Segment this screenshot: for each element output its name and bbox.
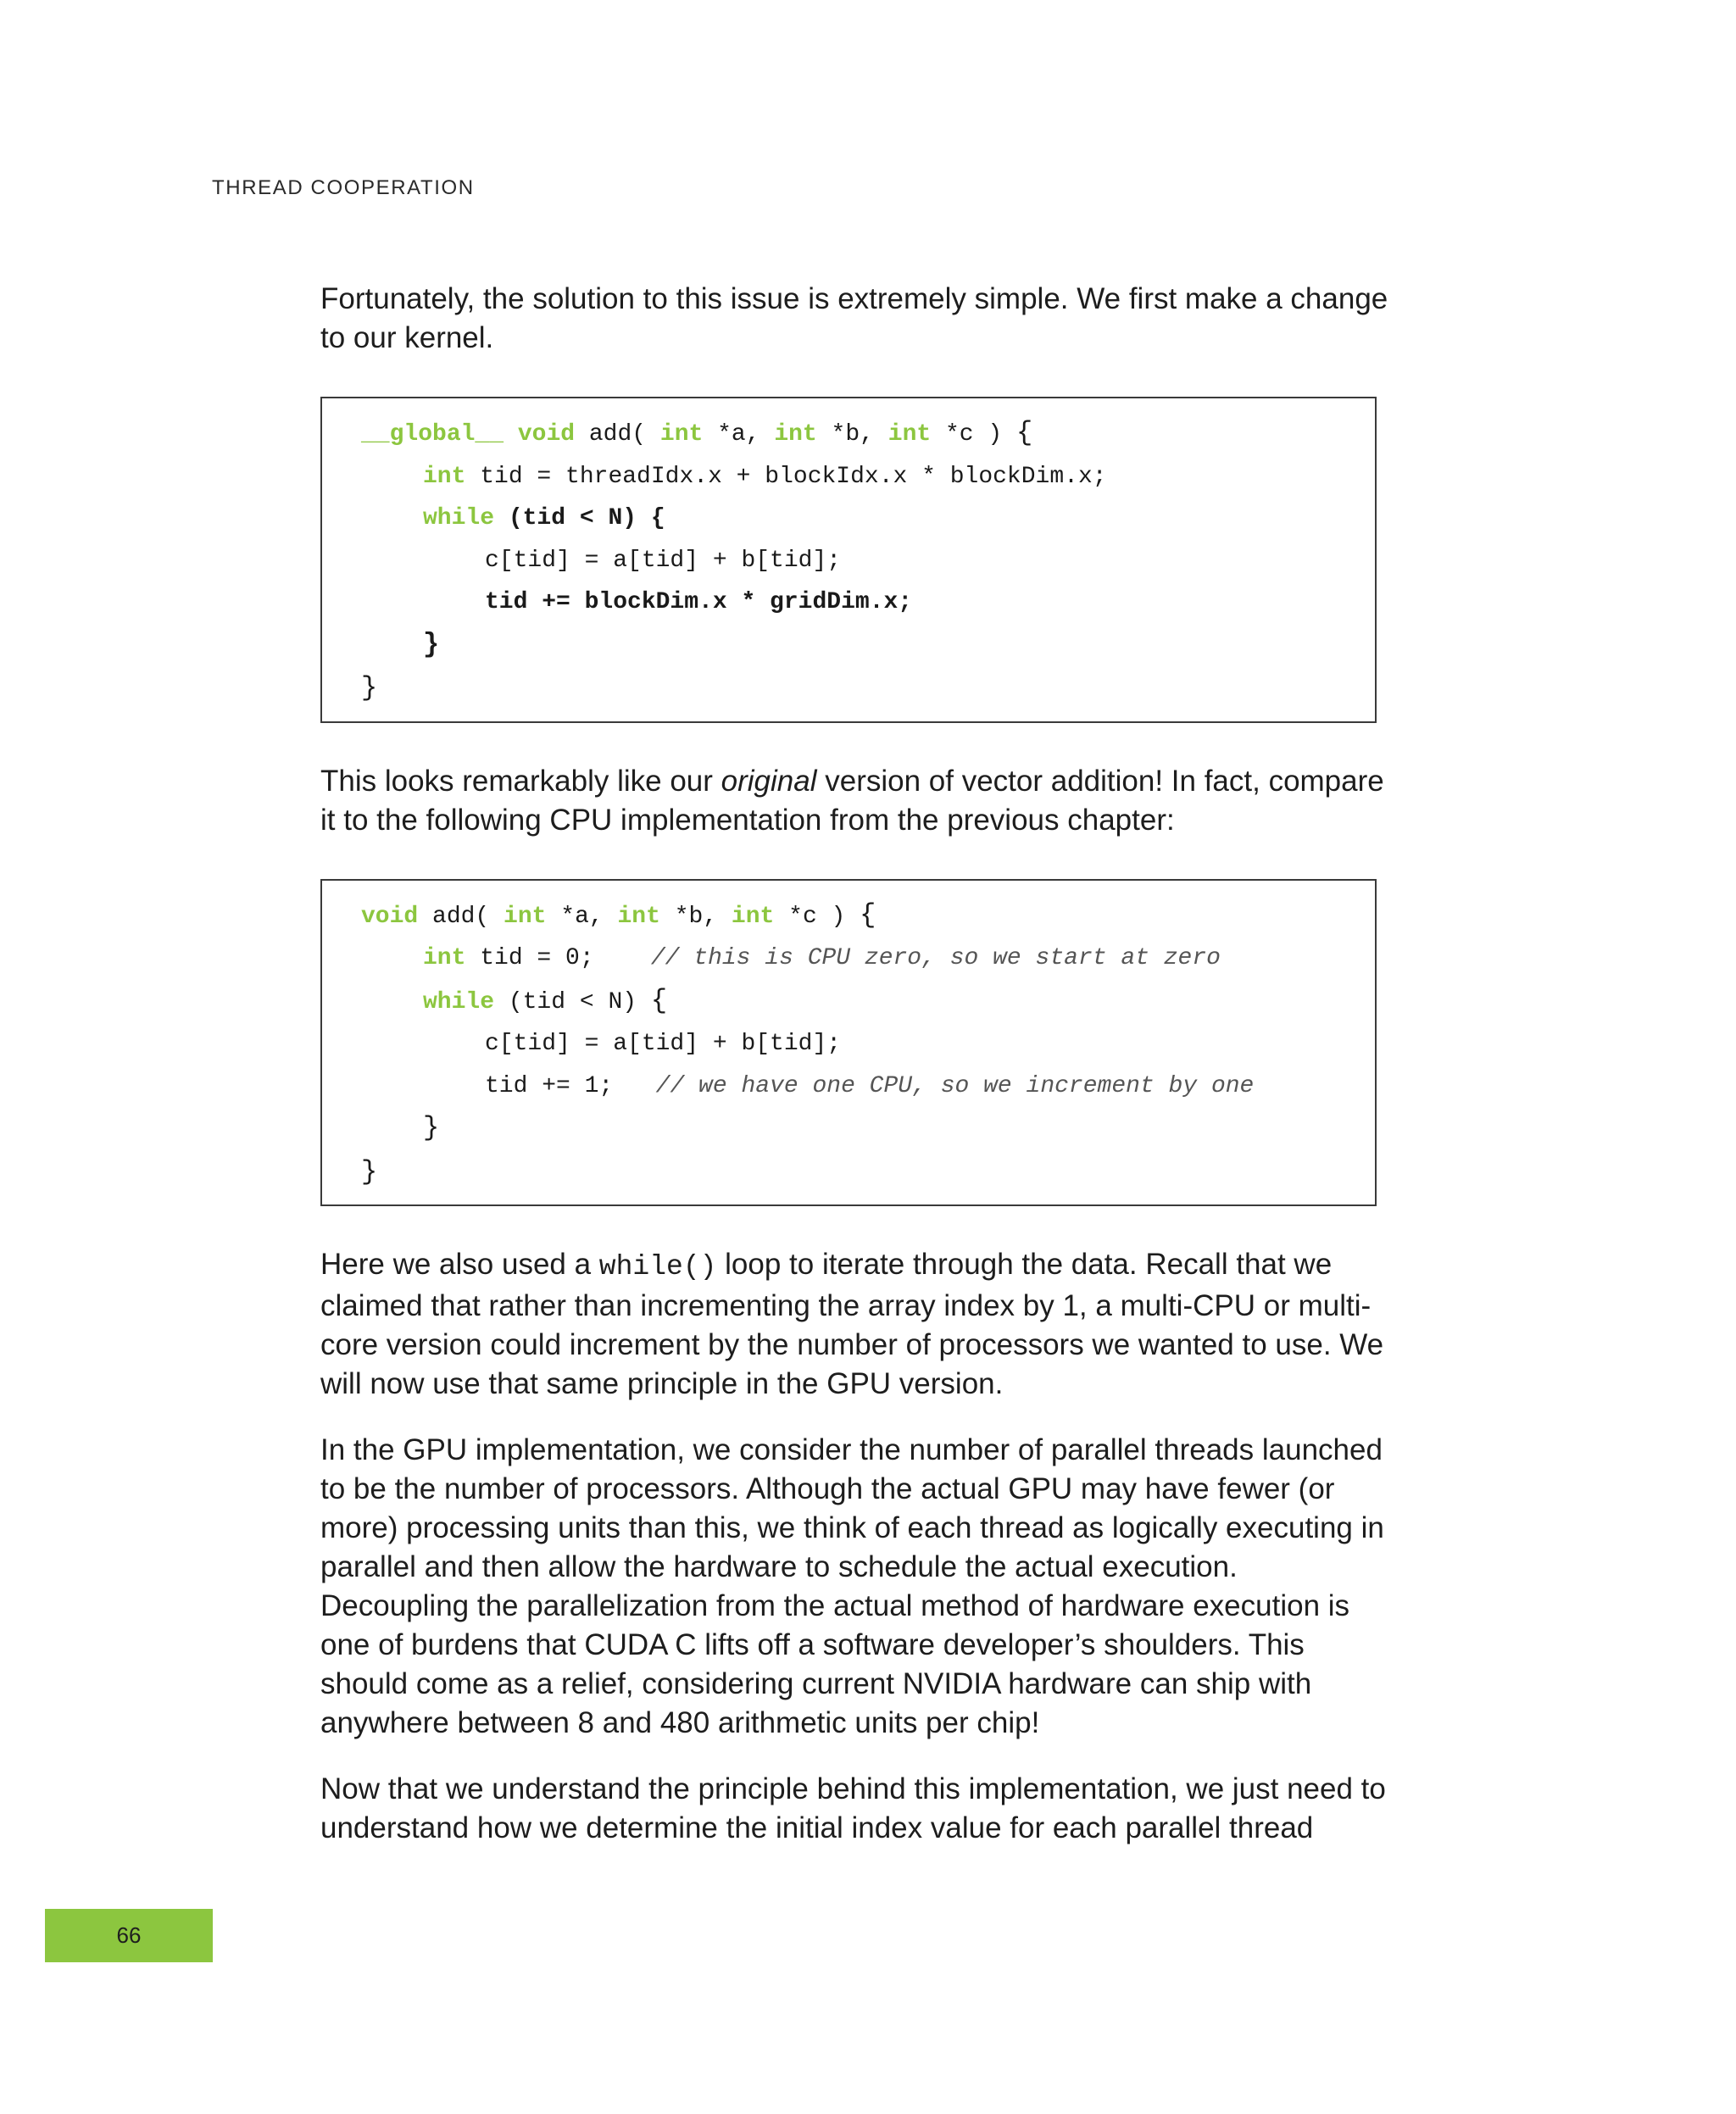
code-brace: } bbox=[423, 628, 440, 660]
code-text: tid += 1; bbox=[485, 1072, 656, 1099]
code-comment: // we have one CPU, so we increment by one bbox=[655, 1072, 1255, 1099]
compare-paragraph bbox=[320, 762, 1388, 840]
code-line bbox=[361, 1151, 1375, 1195]
page-number: 66 bbox=[116, 1922, 142, 1948]
code-keyword: int bbox=[659, 421, 704, 448]
code-text: add( bbox=[575, 421, 660, 448]
code-line bbox=[361, 581, 1375, 624]
cpu-implementation-code-block bbox=[320, 879, 1377, 1207]
code-brace: { bbox=[860, 898, 876, 931]
code-brace: } bbox=[361, 1155, 378, 1188]
code-brace: } bbox=[423, 1112, 440, 1143]
code-text: tid += blockDim.x * gridDim.x; bbox=[485, 589, 913, 615]
code-brace: { bbox=[650, 984, 668, 1016]
running-head: THREAD COOPERATION bbox=[212, 176, 475, 199]
code-text: *a, bbox=[546, 903, 618, 930]
code-line bbox=[361, 894, 1375, 938]
code-line bbox=[361, 456, 1375, 498]
code-text: *b, bbox=[816, 421, 888, 448]
code-keyword: __global__ bbox=[361, 421, 504, 448]
page-body bbox=[320, 280, 1388, 1848]
code-line bbox=[361, 498, 1375, 540]
code-line bbox=[361, 937, 1375, 980]
code-line bbox=[361, 667, 1375, 711]
code-text: (tid < N) bbox=[494, 988, 651, 1015]
code-keyword: while bbox=[423, 505, 495, 531]
code-text: *c ) bbox=[931, 421, 1017, 448]
while-loop-paragraph bbox=[320, 1245, 1388, 1404]
code-text: c[tid] = a[tid] + b[tid]; bbox=[485, 547, 842, 574]
code-text: (tid < N) { bbox=[494, 505, 665, 531]
code-text: tid = threadIdx.x + blockIdx.x * blockDim.x; bbox=[465, 463, 1107, 490]
code-keyword: int bbox=[423, 945, 466, 971]
code-line bbox=[361, 1107, 1375, 1151]
inline-code: while() bbox=[598, 1251, 717, 1282]
code-keyword: while bbox=[423, 988, 495, 1015]
code-line bbox=[361, 540, 1375, 582]
paragraph-text: version of vector addition! In fact, compare it to the following CPU implementation from the previous chapter: bbox=[320, 764, 1384, 837]
code-text: c[tid] = a[tid] + b[tid]; bbox=[485, 1031, 842, 1057]
code-keyword: int bbox=[423, 463, 466, 490]
closing-paragraph: Now that we understand the principle behind this implementation, we just need to understand how we determine the initial index value for each parallel thread bbox=[320, 1772, 1386, 1844]
code-text: *b, bbox=[659, 903, 732, 930]
code-keyword: int bbox=[731, 903, 775, 930]
code-keyword: void bbox=[517, 421, 576, 448]
gpu-implementation-paragraph: In the GPU implementation, we consider the number of parallel threads launched to be the number of processors. Although the actual GPU may have fewer (or more) processing units than this, we think of each thread as logically executing in parallel and then allow the hardware to schedule the actual execution. Decoupling the parallelization from the actual method of hardware execution is one of burdens that CUDA C lifts off a software developer’s shoulders. This should come as a relief, considering current NVIDIA hardware can ship with anywhere between 8 and 480 arithmetic units per chip! bbox=[320, 1433, 1384, 1739]
code-line bbox=[361, 412, 1375, 456]
paragraph-text: loop to iterate through the data. Recall that we claimed that rather than incrementing the array index by 1, a multi-CPU or multi-core version could increment by the number of processors we wanted to use. We will now use that same principle in the GPU version. bbox=[320, 1248, 1384, 1400]
intro-paragraph: Fortunately, the solution to this issue is extremely simple. We first make a change to our kernel. bbox=[320, 282, 1388, 354]
code-text: *c ) bbox=[774, 903, 860, 930]
code-keyword: int bbox=[887, 421, 932, 448]
paragraph-text: This looks remarkably like our bbox=[320, 764, 721, 798]
code-text: tid = 0; bbox=[465, 945, 651, 971]
code-keyword: int bbox=[617, 903, 660, 930]
code-line bbox=[361, 980, 1375, 1024]
emphasis-text: original bbox=[721, 764, 817, 798]
code-text: add( bbox=[418, 903, 504, 930]
code-keyword: int bbox=[774, 421, 817, 448]
code-comment: // this is CPU zero, so we start at zero bbox=[650, 945, 1221, 971]
paragraph-text: Here we also used a bbox=[320, 1248, 599, 1281]
page-number-tab bbox=[45, 1909, 213, 1962]
code-keyword: void bbox=[361, 903, 419, 930]
code-line bbox=[361, 1023, 1375, 1065]
code-line bbox=[361, 624, 1375, 668]
code-line bbox=[361, 1065, 1375, 1108]
code-text: *a, bbox=[703, 421, 775, 448]
code-brace: } bbox=[361, 672, 378, 704]
code-keyword: int bbox=[504, 903, 547, 930]
gpu-kernel-code-block bbox=[320, 397, 1377, 723]
code-brace: { bbox=[1016, 417, 1033, 448]
